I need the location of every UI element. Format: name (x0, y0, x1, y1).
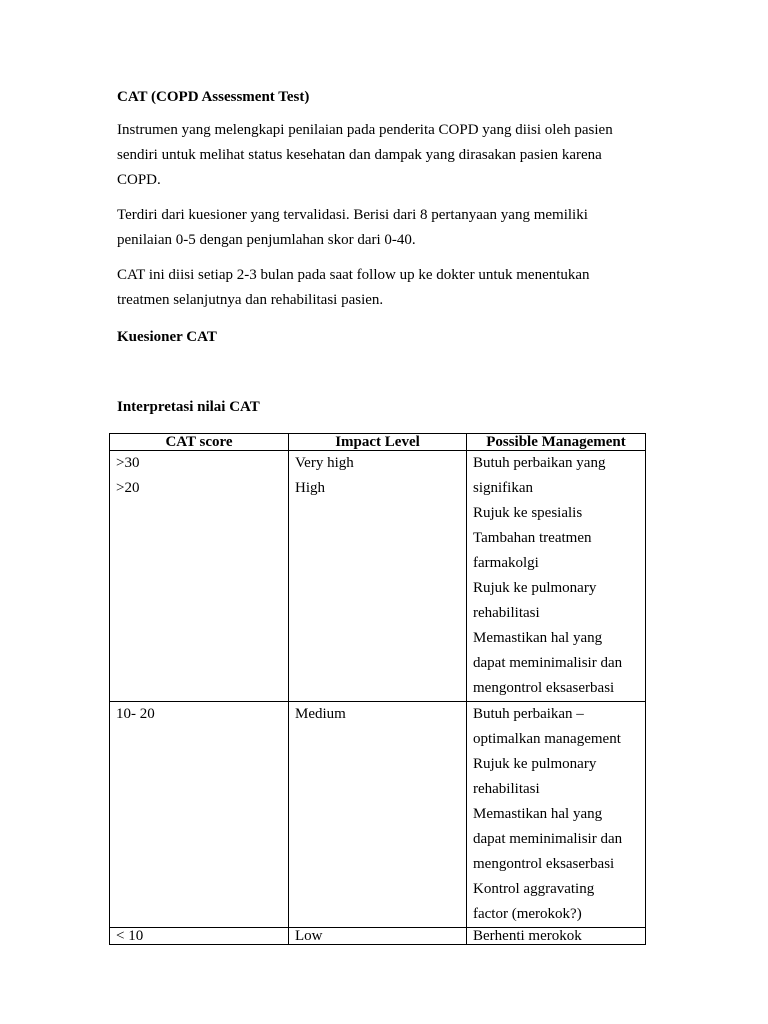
table-row (110, 451, 646, 702)
cat-score-cell (110, 451, 289, 702)
section-heading-interpretasi: Interpretasi nilai CAT (117, 399, 260, 415)
paragraph-description (117, 203, 637, 253)
management-line: mengontrol eksaserbasi (473, 680, 615, 696)
paragraph-line: sendiri untuk melihat status kesehatan dan dampak yang dirasakan pasien karena (117, 147, 602, 163)
paragraph-line: penilaian 0-5 dengan penjumlahan skor dari 0-40. (117, 232, 416, 248)
paragraph-line: COPD. (117, 172, 161, 188)
cat-score-cell (110, 928, 289, 945)
management-line: dapat meminimalisir dan (473, 831, 623, 847)
cat-score-value: 10- 20 (116, 706, 155, 722)
cat-score-value: >30 (116, 455, 140, 471)
impact-level-cell (289, 928, 467, 945)
management-line: rehabilitasi (473, 605, 540, 621)
document-title: CAT (COPD Assessment Test) (117, 89, 310, 105)
management-line: Memastikan hal yang (473, 630, 603, 646)
management-line: Rujuk ke pulmonary (473, 756, 597, 772)
impact-level-value: High (295, 480, 325, 496)
management-line: Memastikan hal yang (473, 806, 603, 822)
management-line: signifikan (473, 480, 533, 496)
management-line: mengontrol eksaserbasi (473, 856, 615, 872)
management-line: dapat meminimalisir dan (473, 655, 623, 671)
cat-interpretation-table (109, 433, 646, 945)
paragraph-usage (117, 263, 637, 313)
management-cell (467, 702, 646, 928)
impact-level-cell (289, 702, 467, 928)
cat-score-value: < 10 (116, 928, 144, 944)
impact-level-value: Very high (295, 455, 354, 471)
management-line: Butuh perbaikan – (473, 706, 584, 722)
impact-level-value: Low (295, 928, 323, 944)
column-header-possible-management: Possible Management (467, 434, 646, 451)
management-line: Rujuk ke pulmonary (473, 580, 597, 596)
table-header-row (110, 434, 646, 451)
management-cell (467, 928, 646, 945)
impact-level-cell (289, 451, 467, 702)
cat-score-cell (110, 702, 289, 928)
impact-level-value: Medium (295, 706, 346, 722)
management-line: factor (merokok?) (473, 906, 582, 922)
paragraph-line: Terdiri dari kuesioner yang tervalidasi. Berisi dari 8 pertanyaan yang memiliki (117, 207, 588, 223)
column-header-impact-level: Impact Level (289, 434, 467, 451)
management-line: Berhenti merokok (473, 928, 582, 944)
paragraph-line: Instrumen yang melengkapi penilaian pada penderita COPD yang diisi oleh pasien (117, 122, 613, 138)
section-heading-kuesioner: Kuesioner CAT (117, 329, 217, 345)
management-line: rehabilitasi (473, 781, 540, 797)
paragraph-intro (117, 118, 637, 193)
table-row (110, 928, 646, 945)
management-line: optimalkan management (473, 731, 621, 747)
management-line: Rujuk ke spesialis (473, 505, 583, 521)
paragraph-line: CAT ini diisi setiap 2-3 bulan pada saat follow up ke dokter untuk menentukan (117, 267, 590, 283)
table-row (110, 702, 646, 928)
paragraph-line: treatmen selanjutnya dan rehabilitasi pasien. (117, 292, 384, 308)
management-line: Butuh perbaikan yang (473, 455, 606, 471)
management-line: Kontrol aggravating (473, 881, 595, 897)
management-line: farmakolgi (473, 555, 539, 571)
column-header-cat-score: CAT score (110, 434, 289, 451)
management-cell (467, 451, 646, 702)
management-line: Tambahan treatmen (473, 530, 592, 546)
cat-score-value: >20 (116, 480, 140, 496)
